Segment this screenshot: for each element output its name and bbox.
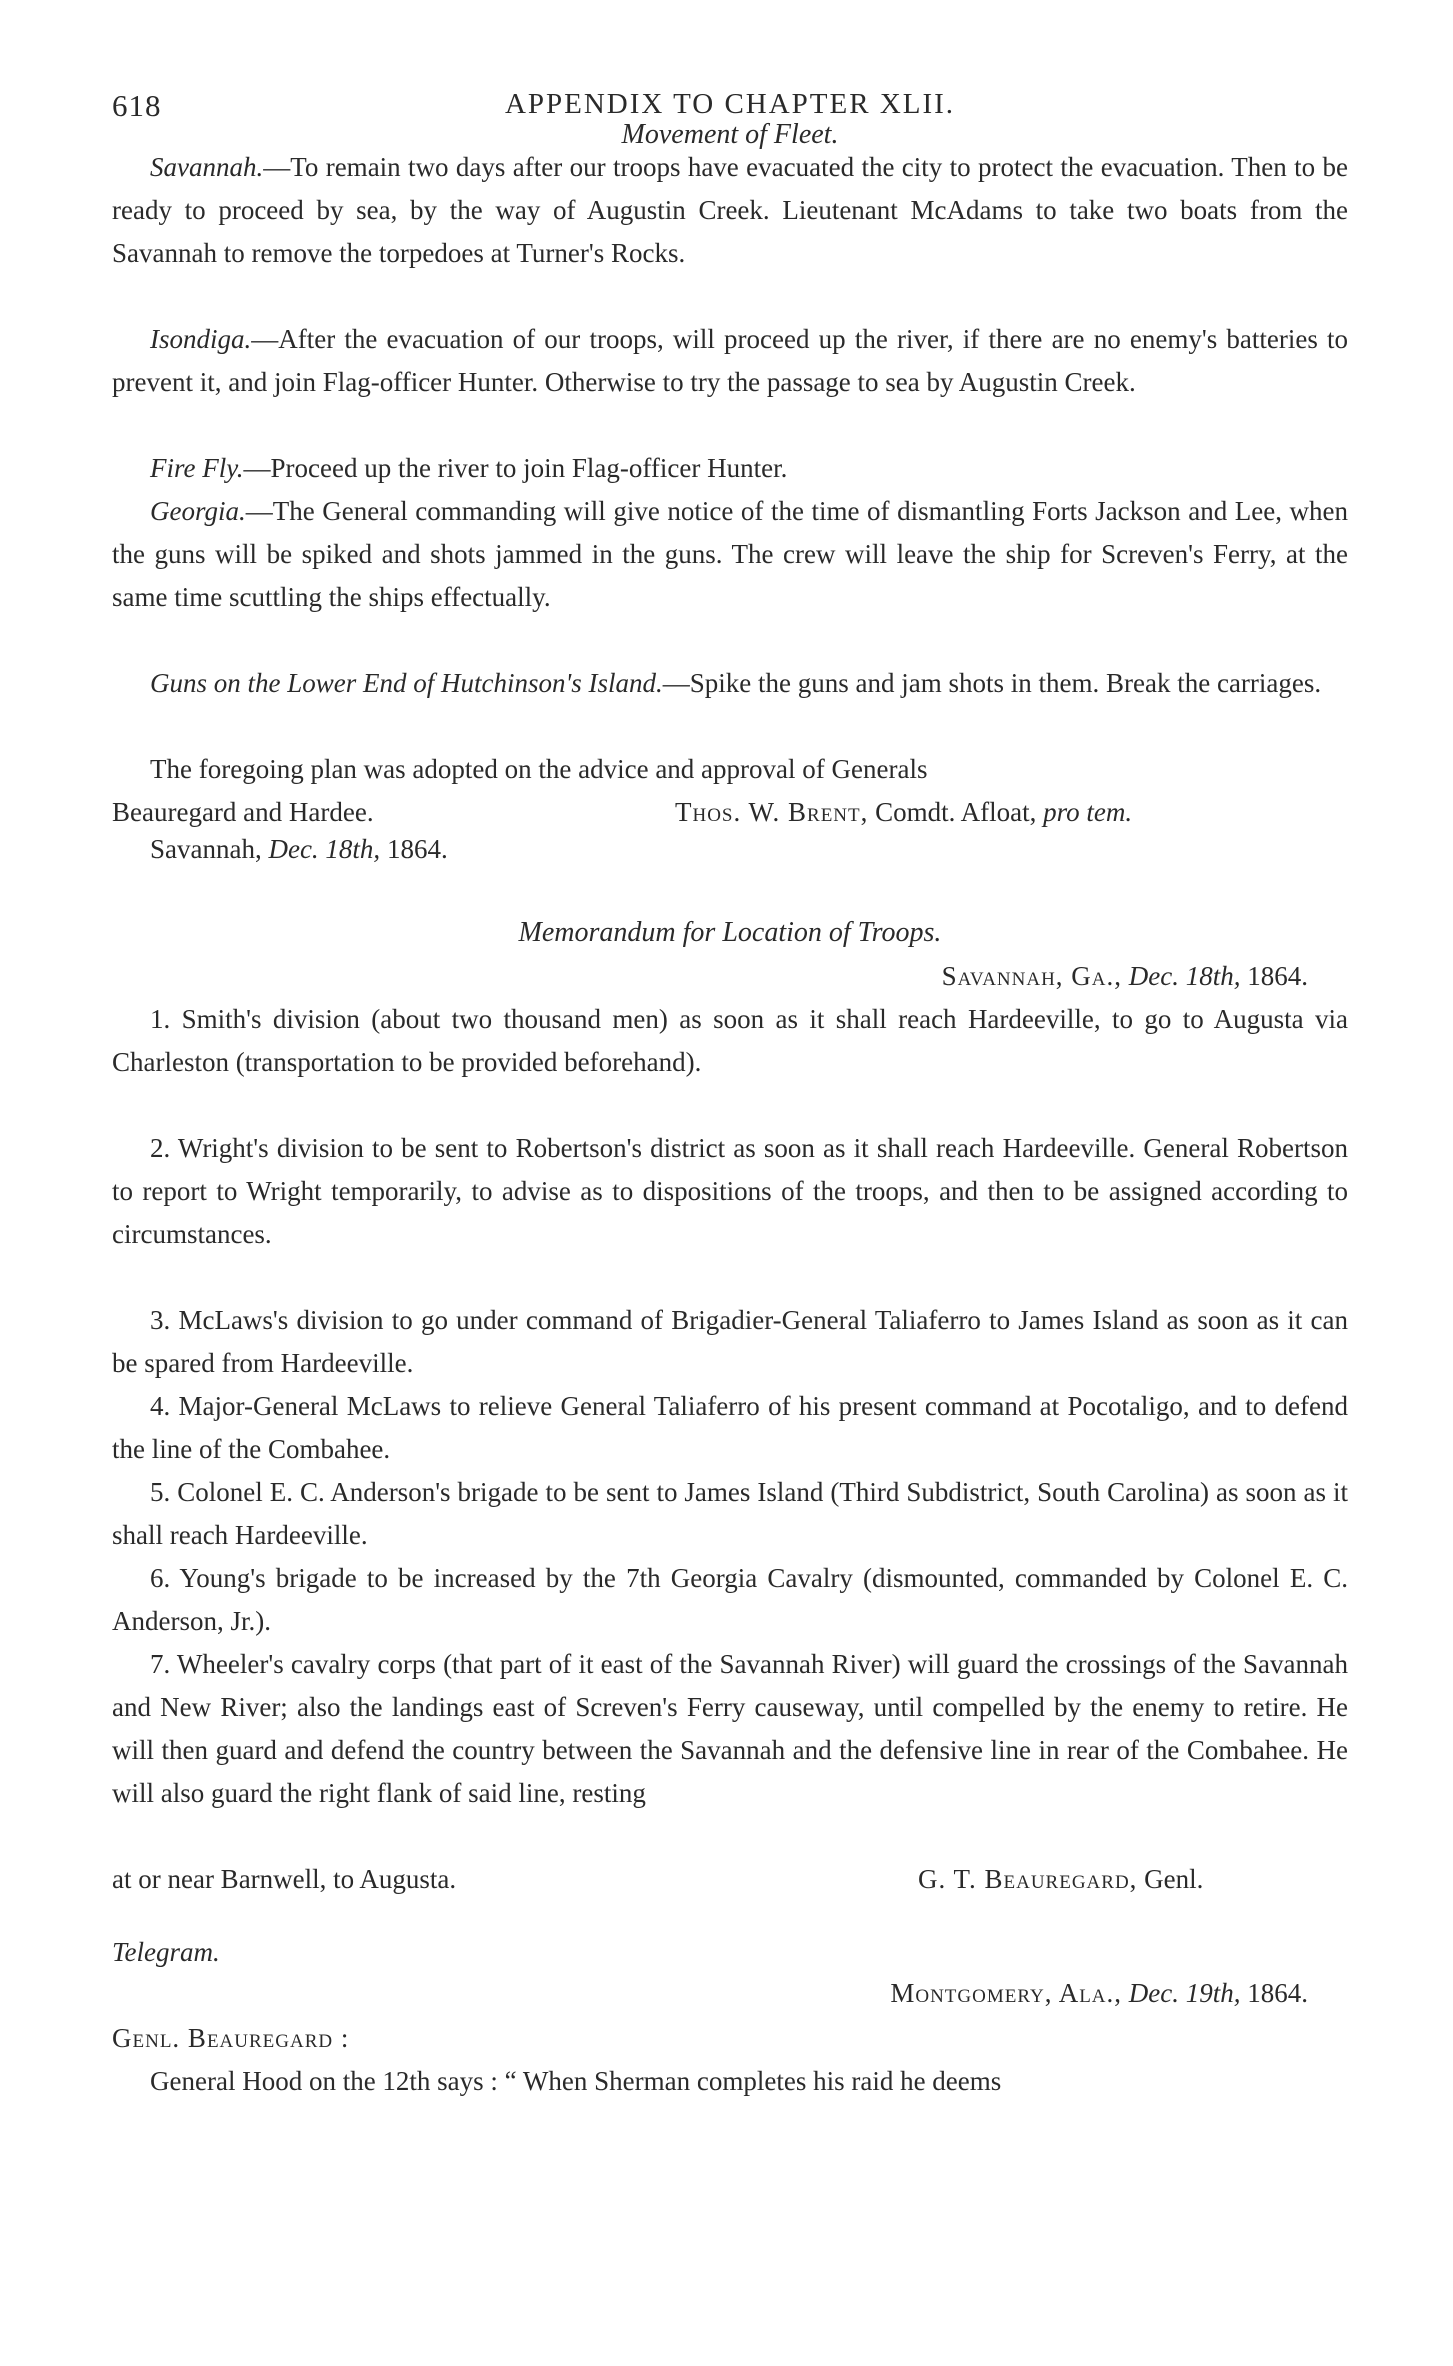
telegram-dateline	[112, 1972, 1308, 2015]
memorandum-item-1: 1. Smith's division (about two thousand men) as soon as it shall reach Hardeeville, to go to Augusta via Charleston (transportation to be provided beforehand).	[112, 1004, 1348, 1077]
paragraph-text: —To remain two days after our troops have evacuated the city to protect the evacuation. Then to be ready to proceed by sea, by the way of Augustin Creek. Lieutenant McAdams to take two boats from the Savannah to remove the torpedoes at Turner's Rocks.	[112, 152, 1348, 268]
fleet-paragraph-georgia	[112, 490, 1348, 619]
fleet-paragraph-isondiga	[112, 318, 1348, 404]
section-title-movement-of-fleet: Movement of Fleet.	[621, 119, 839, 150]
fleet-paragraph-savannah	[112, 146, 1348, 275]
paragraph-text: —After the evacuation of our troops, will proceed up the river, if there are no enemy's batteries to prevent it, and join Flag-officer Hunter. Otherwise to try the passage to sea by Augustin Creek.	[112, 324, 1348, 397]
fleet-dateline-text	[150, 828, 448, 871]
ship-name: Georgia.	[150, 496, 246, 526]
fleet-dateline	[112, 828, 1348, 871]
ship-name: Isondiga.	[150, 324, 252, 354]
fleet-paragraph-fire-fly	[112, 447, 1348, 490]
dateline-place: Savannah,	[150, 834, 269, 864]
running-head: APPENDIX TO CHAPTER XLII.	[504, 88, 956, 120]
section-title-memorandum: Memorandum for Location of Troops.	[518, 917, 942, 948]
memorandum-item-4: 4. Major-General McLaws to relieve General Taliaferro of his present command at Pocotaligo, and to defend the line of the Combahee.	[112, 1391, 1348, 1464]
signer-title-italic: pro tem.	[1043, 797, 1133, 827]
paragraph-text: —Spike the guns and jam shots in them. Break the carriages.	[662, 668, 1322, 698]
paragraph-text: —Proceed up the river to join Flag-officer Hunter.	[243, 453, 788, 483]
signer-title: Comdt. Afloat,	[868, 797, 1044, 827]
memorandum-item-2: 2. Wright's division to be sent to Robertson's district as soon as it shall reach Hardeeville. General Robertson to report to Wright temporarily, to advise as to dispositions of the troops, and then to be assigned according to circumstances.	[112, 1133, 1348, 1249]
signer-name: G. T. Beauregard,	[918, 1864, 1138, 1894]
fleet-paragraph-guns	[112, 662, 1348, 705]
section-title-telegram: Telegram.	[112, 1937, 220, 1967]
memorandum-last-line: at or near Barnwell, to Augusta.	[112, 1864, 457, 1894]
memorandum-item-5: 5. Colonel E. C. Anderson's brigade to be sent to James Island (Third Subdistrict, South Carolina) as soon as it shall reach Hardeeville.	[112, 1477, 1348, 1550]
dateline-year: 1864.	[380, 834, 448, 864]
fleet-closing-line: The foregoing plan was adopted on the advice and approval of Generals	[150, 754, 928, 784]
dateline-date: Dec. 18th,	[1122, 961, 1241, 991]
signer-title: Genl.	[1137, 1864, 1204, 1894]
paragraph-text: —The General commanding will give notice of the time of dismantling Forts Jackson and Lee, when the guns will be spiked and shots jammed in the guns. The crew will leave the ship for Screven's Ferry, at the same time scuttling the ships effectually.	[112, 496, 1348, 612]
dateline-year: 1864.	[1240, 1978, 1308, 2008]
dateline-date: Dec. 18th,	[268, 834, 381, 864]
fleet-closing-left: Beauregard and Hardee.	[112, 797, 374, 827]
memorandum-signature-line	[112, 1858, 1348, 1901]
ship-name: Fire Fly.	[150, 453, 244, 483]
signer-name: Thos. W. Brent,	[675, 797, 869, 827]
memorandum-item-7: 7. Wheeler's cavalry corps (that part of it east of the Savannah River) will guard the crossings of the Savannah and New River; also the landings east of Screven's Ferry causeway, until compelled by the enemy to retire. He will then guard and defend the country between the Savannah and the defensive line in rear of the Combahee. He will also guard the right flank of said line, resting	[112, 1649, 1348, 1808]
dateline-place: Savannah, Ga.,	[941, 961, 1123, 991]
telegram-body: General Hood on the 12th says : “ When Sherman completes his raid he deems	[150, 2066, 1002, 2096]
dateline-date: Dec. 19th,	[1122, 1978, 1241, 2008]
page-number: 618	[112, 88, 162, 123]
memorandum-dateline	[112, 955, 1308, 998]
dateline-year: 1864.	[1240, 961, 1308, 991]
ship-name: Savannah.	[150, 152, 264, 182]
memorandum-item-3: 3. McLaws's division to go under command of Brigadier-General Taliaferro to James Island as soon as it can be spared from Hardeeville.	[112, 1305, 1348, 1378]
addressee-text: Genl. Beauregard :	[112, 2023, 350, 2053]
telegram-addressee	[112, 2017, 349, 2060]
dateline-place: Montgomery, Ala.,	[890, 1978, 1123, 2008]
memorandum-signature	[918, 1858, 1203, 1901]
ship-name: Guns on the Lower End of Hutchinson's Island.	[150, 668, 663, 698]
memorandum-item-6: 6. Young's brigade to be increased by the 7th Georgia Cavalry (dismounted, commanded by Colonel E. C. Anderson, Jr.).	[112, 1563, 1348, 1636]
